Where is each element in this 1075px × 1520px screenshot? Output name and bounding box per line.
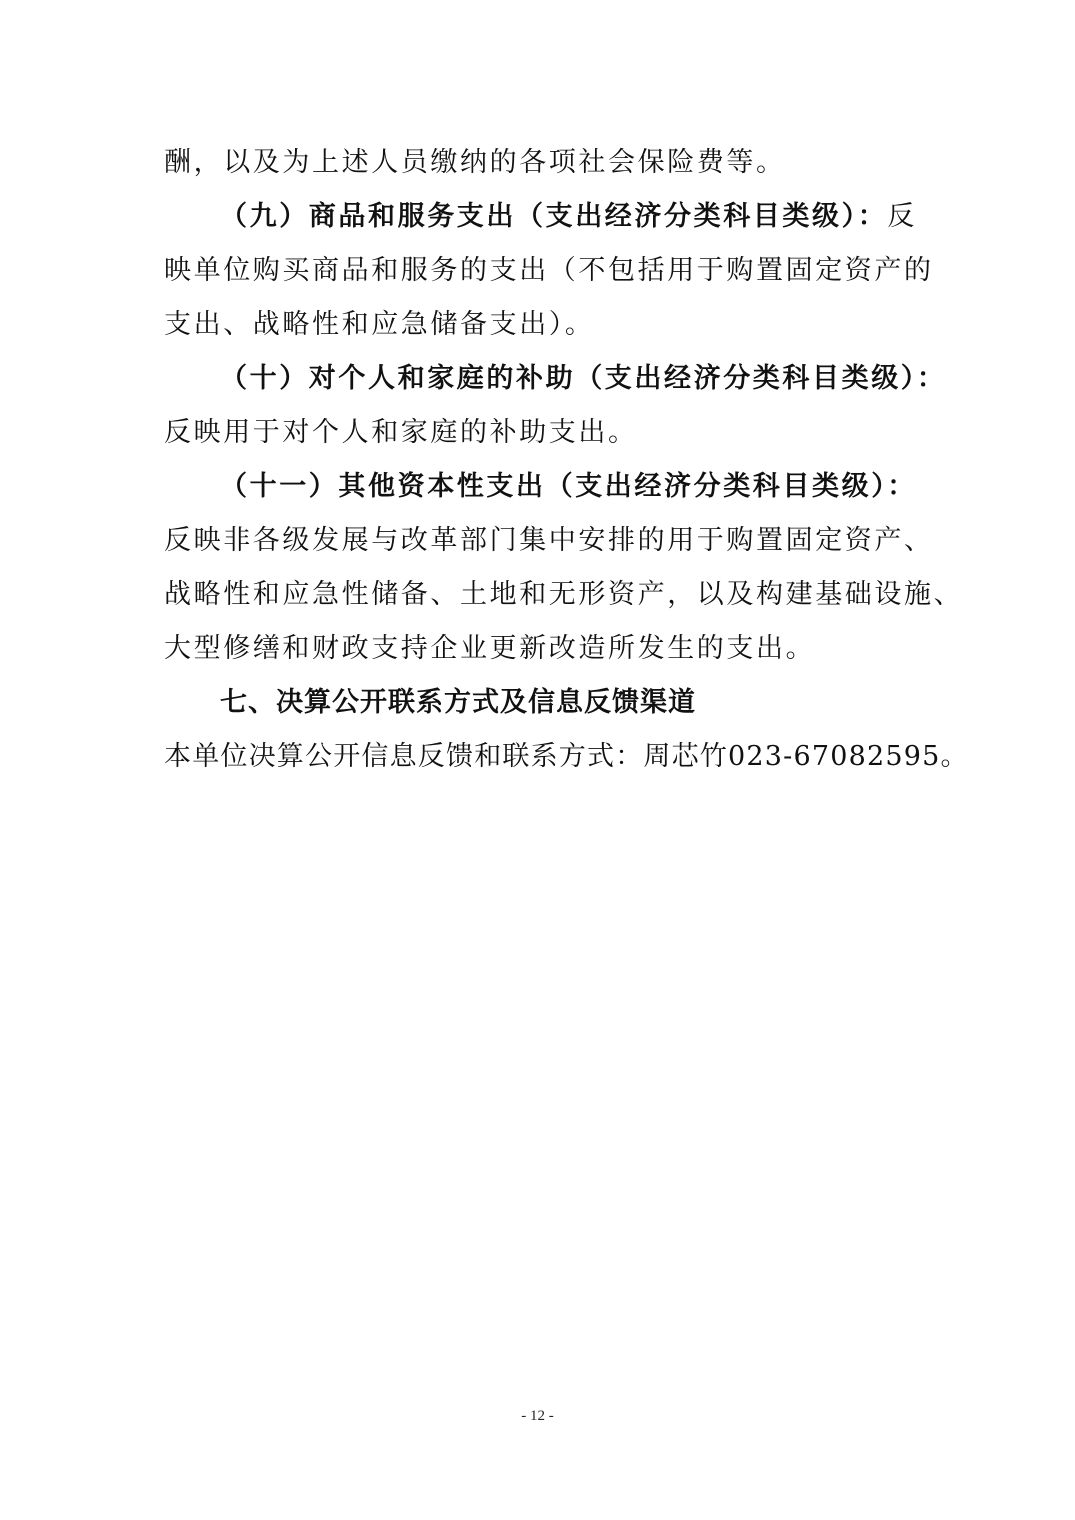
contact-text: 本单位决算公开信息反馈和联系方式：周芯竹023-67082595。 xyxy=(164,741,969,772)
paragraph-line xyxy=(164,143,924,183)
section-eleven-title: （十一）其他资本性支出（支出经济分类科目类级）： xyxy=(220,471,917,502)
body-text: 大型修缮和财政支持企业更新改造所发生的支出。 xyxy=(164,633,816,664)
page-number: - 12 - xyxy=(521,1408,554,1424)
section-ten-heading-line xyxy=(220,359,947,399)
paragraph-line xyxy=(164,413,924,453)
paragraph-line xyxy=(164,629,924,669)
section-nine-heading-line xyxy=(220,197,924,237)
section-seven-title: 七、决算公开联系方式及信息反馈渠道 xyxy=(220,687,696,718)
paragraph-line xyxy=(164,251,934,291)
body-text: 反 xyxy=(887,201,917,232)
paragraph-line xyxy=(164,575,964,615)
contact-line xyxy=(164,737,969,777)
body-text: 反映非各级发展与改革部门集中安排的用于购置固定资产、 xyxy=(164,525,934,556)
body-text: 映单位购买商品和服务的支出（不包括用于购置固定资产的 xyxy=(164,255,934,286)
body-text: 酬，以及为上述人员缴纳的各项社会保险费等。 xyxy=(164,147,786,178)
section-ten-title: （十）对个人和家庭的补助（支出经济分类科目类级）： xyxy=(220,363,947,394)
body-text: 战略性和应急性储备、土地和无形资产，以及构建基础设施、 xyxy=(164,579,964,610)
section-seven-heading xyxy=(220,683,924,723)
section-nine-title: （九）商品和服务支出（支出经济分类科目类级）： xyxy=(220,201,888,232)
body-text: 反映用于对个人和家庭的补助支出。 xyxy=(164,417,638,448)
paragraph-line xyxy=(164,305,924,345)
paragraph-line xyxy=(164,521,934,561)
body-text: 支出、战略性和应急储备支出）。 xyxy=(164,309,595,340)
section-eleven-heading-line xyxy=(220,467,924,507)
